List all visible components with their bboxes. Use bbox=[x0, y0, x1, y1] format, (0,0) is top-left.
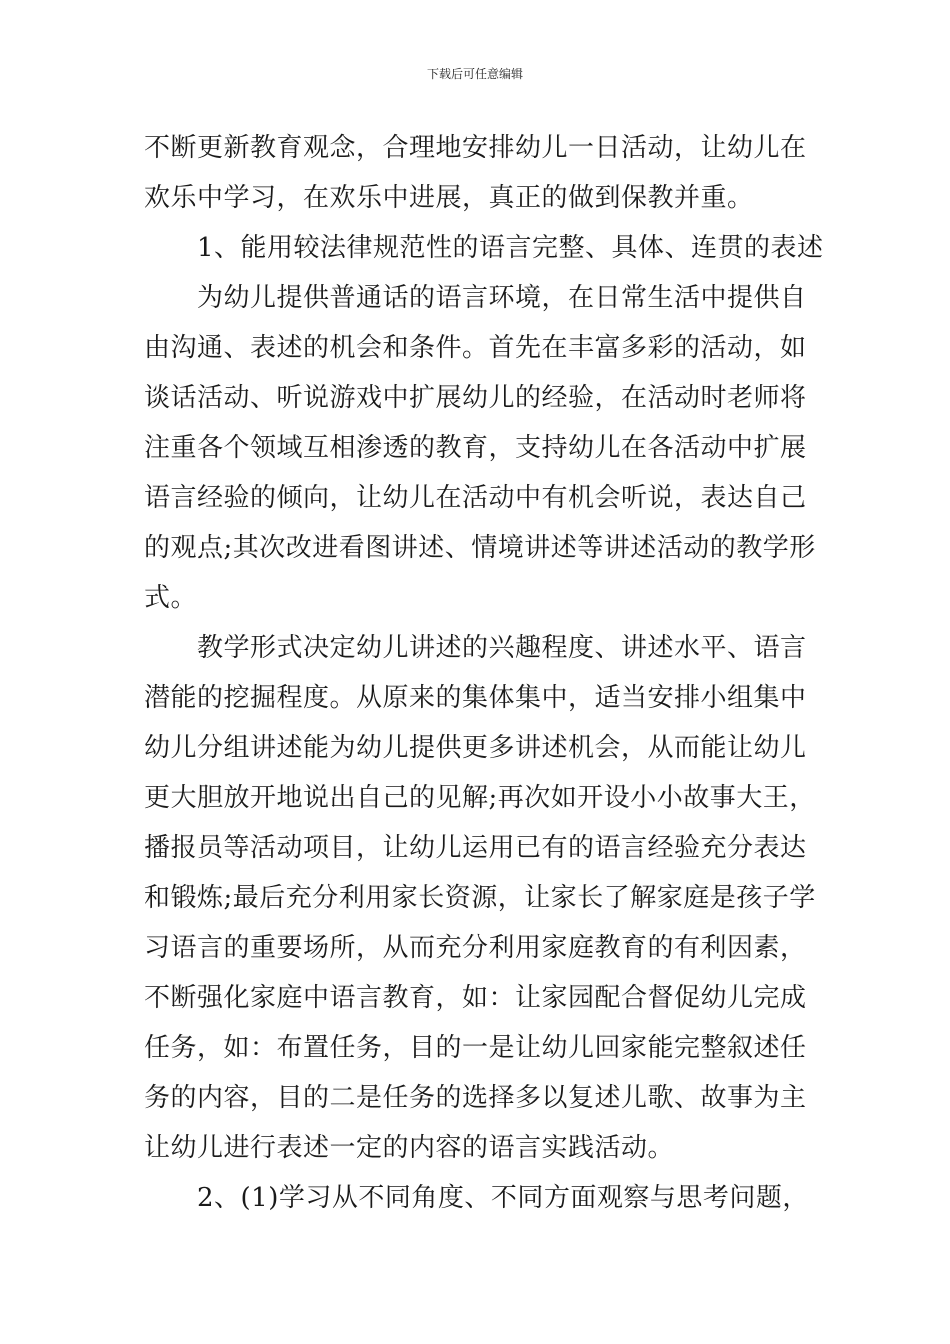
text-line: 谈话活动、听说游戏中扩展幼儿的经验，在活动时老师将 bbox=[144, 383, 807, 413]
text-line: 教学形式决定幼儿讲述的兴趣程度、讲述水平、语言 bbox=[197, 633, 807, 663]
text-line: 语言经验的倾向，让幼儿在活动中有机会听说，表达自己 bbox=[144, 483, 807, 513]
text-line: 不断强化家庭中语言教育，如：让家园配合督促幼儿完成 bbox=[144, 983, 807, 1013]
text-line: 幼儿分组讲述能为幼儿提供更多讲述机会，从而能让幼儿 bbox=[144, 733, 807, 763]
text-line: 式。 bbox=[144, 583, 198, 613]
page-header: 下载后可任意编辑 bbox=[426, 67, 523, 81]
text-line: 播报员等活动项目，让幼儿运用已有的语言经验充分表达 bbox=[144, 833, 807, 863]
text-line: 务的内容，目的二是任务的选择多以复述儿歌、故事为主 bbox=[144, 1083, 807, 1113]
text-line: 潜能的挖掘程度。从原来的集体集中，适当安排小组集中 bbox=[144, 683, 807, 713]
text-line: 欢乐中学习，在欢乐中进展，真正的做到保教并重。 bbox=[144, 183, 754, 213]
text-line: 不断更新教育观念，合理地安排幼儿一日活动，让幼儿在 bbox=[144, 133, 807, 163]
text-line: 注重各个领域互相渗透的教育，支持幼儿在各活动中扩展 bbox=[144, 433, 807, 463]
text-line: 2、(1)学习从不同角度、不同方面观察与思考问题， bbox=[197, 1183, 809, 1213]
text-line: 更大胆放开地说出自己的见解;再次如开设小小故事大王， bbox=[144, 783, 816, 813]
text-line: 的观点;其次改进看图讲述、情境讲述等讲述活动的教学形 bbox=[144, 533, 816, 563]
text-line: 1、能用较法律规范性的语言完整、具体、连贯的表述 bbox=[197, 233, 824, 263]
text-line: 为幼儿提供普通话的语言环境，在日常生活中提供自 bbox=[197, 283, 807, 313]
text-line: 由沟通、表述的机会和条件。首先在丰富多彩的活动，如 bbox=[144, 333, 807, 363]
text-line: 任务，如：布置任务，目的一是让幼儿回家能完整叙述任 bbox=[144, 1033, 807, 1063]
text-line: 和锻炼;最后充分利用家长资源，让家长了解家庭是孩子学 bbox=[144, 883, 816, 913]
text-line: 让幼儿进行表述一定的内容的语言实践活动。 bbox=[144, 1133, 675, 1163]
text-line: 习语言的重要场所，从而充分利用家庭教育的有利因素， bbox=[144, 933, 807, 963]
